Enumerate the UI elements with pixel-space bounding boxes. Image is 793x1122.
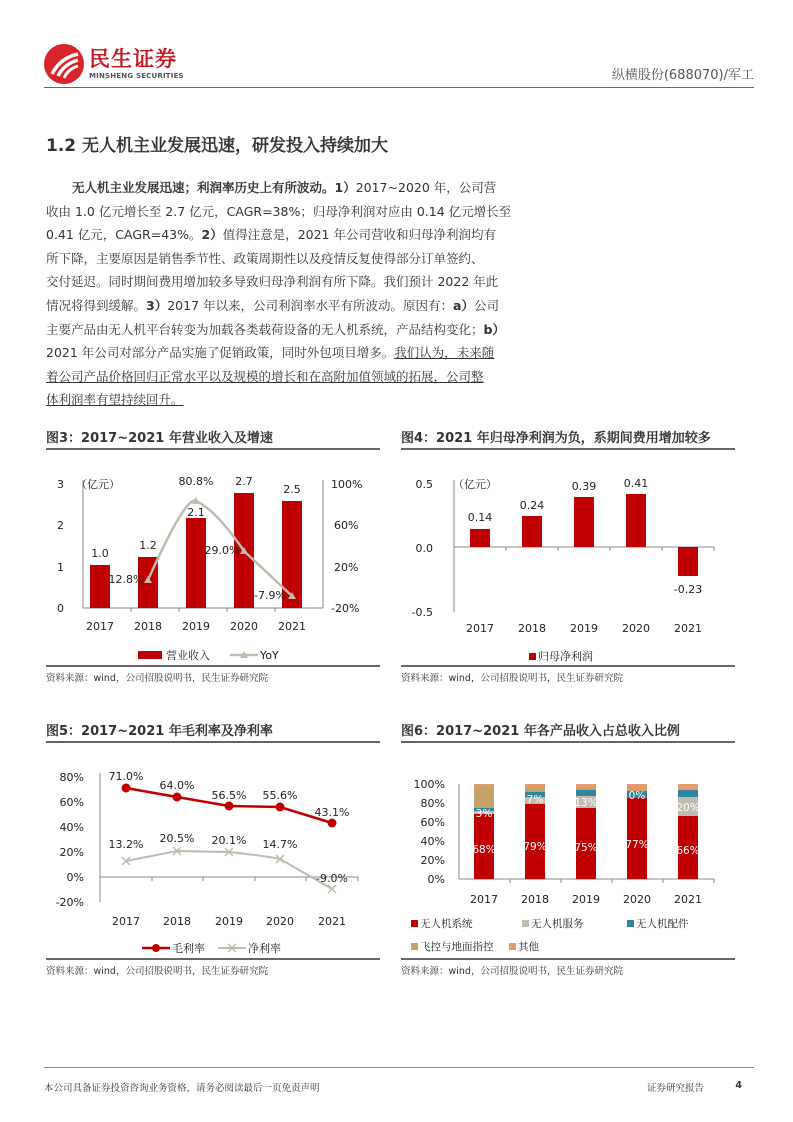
svg-text:66%: 66% [676,845,700,857]
svg-text:2: 2 [57,519,64,532]
svg-text:2.7: 2.7 [235,475,253,488]
svg-text:净利率: 净利率 [248,942,281,955]
svg-text:-9.0%: -9.0% [316,872,348,885]
svg-text:2019: 2019 [570,622,598,635]
svg-text:80%: 80% [59,771,84,784]
para-line: 收由 1.0 亿元增长至 2.7 亿元，CAGR=38%；归母净利润对应由 0.14 亿元增长至 [46,203,512,219]
svg-text:79%: 79% [523,841,547,853]
svg-text:40%: 40% [420,835,445,848]
svg-text:2020: 2020 [623,893,651,906]
svg-text:YoY: YoY [260,649,279,662]
svg-text:60%: 60% [334,519,359,532]
margin-chart [46,743,380,958]
para-line: 所下降，主要原因是销售季节性、政策周期性以及疫情反复使得部分订单签约、 [46,250,484,266]
svg-text:2018: 2018 [518,622,546,635]
figure-title: 图3：2017~2021 年营业收入及增速 [46,427,380,450]
svg-text:2020: 2020 [230,620,258,633]
logo-cn-text: 民生证券 [89,47,177,71]
disclaimer-text: 本公司具备证券投资咨询业务资格，请务必阅读最后一页免责声明 [44,1083,320,1094]
svg-text:2018: 2018 [163,915,191,928]
para-line-underline: 体利润率有望持续回升。 [46,392,184,408]
svg-text:2018: 2018 [521,893,549,906]
svg-text:（亿元）: （亿元） [76,478,120,491]
svg-text:40%: 40% [59,821,84,834]
logo-en-text: MINSHENG SECURITIES [89,72,184,80]
company-logo [44,44,184,84]
svg-text:1: 1 [57,561,64,574]
svg-text:68%: 68% [472,844,496,856]
figure-title: 图4：2021 年归母净利润为负，系期间费用增加较多 [401,427,735,450]
svg-text:0: 0 [57,602,64,615]
para-line-underline: 着公司产品价格回归正常水平以及规模的增长和在高附加值领域的拓展，公司整 [46,368,484,384]
figure-4 [401,427,735,684]
svg-text:77%: 77% [625,839,649,851]
svg-text:7%: 7% [526,794,544,806]
svg-text:0%: 0% [66,871,84,884]
svg-text:13.2%: 13.2% [108,838,144,851]
svg-text:14.7%: 14.7% [262,838,298,851]
revenue-chart [46,450,380,665]
svg-text:20.5%: 20.5% [159,832,195,845]
figure-source: 资料来源：wind，公司招股说明书，民生证券研究院 [46,958,380,977]
svg-text:0.24: 0.24 [519,499,545,512]
svg-text:2017: 2017 [112,915,140,928]
svg-text:-7.9%: -7.9% [254,589,286,602]
svg-text:2019: 2019 [215,915,243,928]
figure-title: 图5：2017~2021 年毛利率及净利率 [46,720,380,743]
para-text-bold: 2） [201,227,223,243]
svg-text:2021: 2021 [674,893,702,906]
svg-text:无人机服务: 无人机服务 [531,918,584,930]
svg-text:0.5: 0.5 [415,478,433,491]
svg-text:（亿元）: （亿元） [453,478,497,491]
svg-text:2017: 2017 [466,622,494,635]
figure-6 [401,720,735,977]
svg-text:2.1: 2.1 [187,506,205,519]
para-lead-bold: 无人机主业发展迅速；利润率历史上有所波动。1） [72,180,356,195]
svg-text:2020: 2020 [266,915,294,928]
para-text: 2021 年公司对部分产品实施了促销政策，同时外包项目增多。 [46,345,395,361]
svg-text:-20%: -20% [331,602,360,615]
svg-text:100%: 100% [413,778,445,791]
svg-text:1.0: 1.0 [91,547,109,560]
page-number: 4 [735,1080,742,1091]
svg-text:71.0%: 71.0% [108,770,144,783]
svg-text:13%: 13% [574,797,598,809]
svg-text:2019: 2019 [572,893,600,906]
svg-text:75%: 75% [574,842,598,854]
section-title: 1.2 无人机主业发展迅速，研发投入持续加大 [46,136,389,156]
svg-text:其他: 其他 [518,941,539,953]
para-text: 主要产品由无人机平台转变为加载各类载荷设备的无人机系统，产品结构变化； [46,321,484,337]
para-text: 2017~2020 年，公司营 [355,180,497,195]
svg-text:2020: 2020 [622,622,650,635]
para-text-underline: 我们认为，未来随 [394,345,495,361]
page-header [44,40,754,88]
svg-text:0.14: 0.14 [467,511,493,524]
svg-text:2018: 2018 [134,620,162,633]
svg-text:2021: 2021 [278,620,306,633]
svg-text:毛利率: 毛利率 [172,942,205,955]
svg-text:-0.23: -0.23 [673,583,703,596]
svg-text:56.5%: 56.5% [211,789,247,802]
svg-text:2017: 2017 [470,893,498,906]
figure-source: 资料来源：wind，公司招股说明书，民生证券研究院 [46,665,380,684]
product-mix-chart [401,743,735,958]
svg-text:0.39: 0.39 [571,480,597,493]
svg-text:2021: 2021 [674,622,702,635]
para-line: 交付延迟。同时期间费用增加较多导致归母净利润有所下降。我们预计 2022 年此 [46,274,499,290]
svg-text:29.0%: 29.0% [204,544,240,557]
svg-text:2021: 2021 [318,915,346,928]
figure-source: 资料来源：wind，公司招股说明书，民生证券研究院 [401,665,735,684]
svg-text:100%: 100% [331,478,363,491]
svg-text:2019: 2019 [182,620,210,633]
svg-text:12.8%: 12.8% [108,573,144,586]
svg-text:80%: 80% [420,797,445,810]
para-text-bold: a） [453,297,474,313]
figure-source: 资料来源：wind，公司招股说明书，民生证券研究院 [401,958,735,977]
svg-text:0.41: 0.41 [623,477,649,490]
svg-text:飞控与地面指控: 飞控与地面指控 [420,941,494,953]
svg-text:20.1%: 20.1% [211,834,247,847]
svg-text:43.1%: 43.1% [314,806,350,819]
para-text: 2017 年以来，公司利润率水平有所波动。原因有： [167,297,454,313]
svg-text:20%: 20% [59,846,84,859]
svg-text:64.0%: 64.0% [159,779,195,792]
body-paragraph [46,176,746,412]
svg-text:无人机配件: 无人机配件 [636,918,689,930]
report-type: 证券研究报告 [646,1083,704,1094]
svg-text:1.2: 1.2 [139,539,157,552]
para-text: 0.41 亿元，CAGR=43%。 [46,227,202,243]
svg-text:20%: 20% [676,802,700,814]
para-text: 公司 [473,297,499,313]
svg-text:60%: 60% [59,796,84,809]
svg-text:3: 3 [57,478,64,491]
svg-text:营业收入: 营业收入 [166,649,210,662]
svg-text:55.6%: 55.6% [262,789,298,802]
svg-text:0%: 0% [427,873,445,886]
svg-text:-20%: -20% [55,896,84,909]
svg-text:3%: 3% [475,808,493,820]
para-text-bold: 3） [146,297,168,313]
svg-text:80.8%: 80.8% [178,475,214,488]
svg-text:0.0: 0.0 [415,542,433,555]
svg-text:无人机系统: 无人机系统 [420,918,473,930]
svg-text:2017: 2017 [86,620,114,633]
svg-text:20%: 20% [334,561,359,574]
stock-label: 纵横股份(688070)/军工 [611,68,754,83]
svg-text:60%: 60% [420,816,445,829]
para-text: 情况将得到缓解。 [46,297,147,313]
svg-text:20%: 20% [420,854,445,867]
svg-text:归母净利润: 归母净利润 [538,650,593,663]
figure-5 [46,720,380,977]
logo-mark-icon [44,44,84,84]
para-text-bold: b） [483,321,505,337]
figure-3 [46,427,380,684]
para-text: 值得注意是，2021 年公司营收和归母净利润均有 [222,227,496,243]
page-footer [44,1067,754,1094]
net-profit-chart [401,450,735,665]
svg-text:0%: 0% [628,790,646,802]
svg-text:2.5: 2.5 [283,483,301,496]
svg-text:-0.5: -0.5 [411,606,433,619]
figure-title: 图6：2017~2021 年各产品收入占总收入比例 [401,720,735,743]
